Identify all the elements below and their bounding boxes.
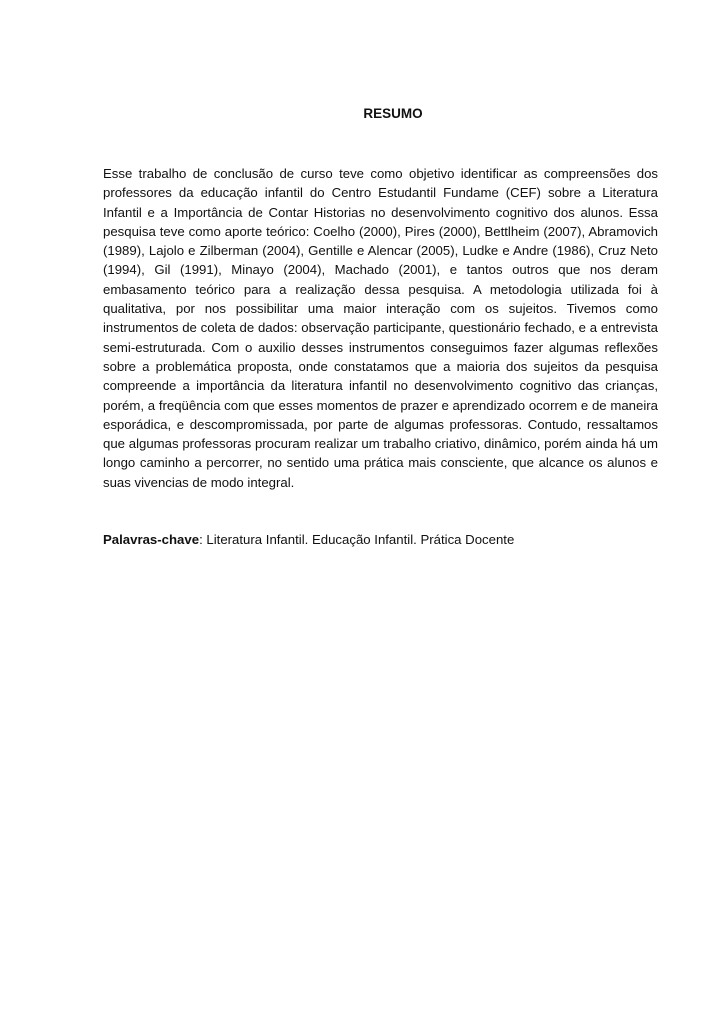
page-title: RESUMO: [363, 106, 423, 121]
keywords-separator: :: [199, 532, 203, 547]
keywords-label: Palavras-chave: [103, 532, 200, 547]
keywords-text: Literatura Infantil. Educação Infantil. Prática Docente: [202, 532, 515, 547]
abstract-paragraph: Esse trabalho de conclusão de curso teve como objetivo identificar as compreensões dos professores da educação infantil do Centro Estudantil Fundame (CEF) sobre a Literatura Infantil e a Importância de Contar Historias no desenvolvimento cognitivo dos alunos. Essa pesquisa teve como aporte teórico: Coelho (2000), Pires (2000), Bettlheim (2007), Abramovich (1989), Lajolo e Zilberman (2004), Gentille e Alencar (2005), Ludke e Andre (1986), Cruz Neto (1994), Gil (1991), Minayo (2004), Machado (2001), e tantos outros que nos deram embasamento teórico para a realização dessa pesquisa. A metodologia utilizada foi à qualitativa, por nos possibilitar uma maior interação com os sujeitos. Tivemos como instrumentos de coleta de dados: observação participante, questionário fechado, e a entrevista semi-estruturada. Com o auxilio desses instrumentos conseguimos fazer algumas reflexões sobre a problemática proposta, onde constatamos que a maioria dos sujeitos da pesquisa compreende a importância da literatura infantil no desenvolvimento cognitivo das crianças, porém, a freqüência com que esses momentos de prazer e aprendizado ocorrem e de maneira esporádica, e descompromissada, por parte de algumas professoras. Contudo, ressaltamos que algumas professoras procuram realizar um trabalho criativo, dinâmico, porém ainda há um longo caminho a percorrer, no sentido uma prática mais consciente, que alcance os alunos e suas vivencias de modo integral.: [103, 166, 658, 490]
keywords-line: [103, 530, 663, 549]
